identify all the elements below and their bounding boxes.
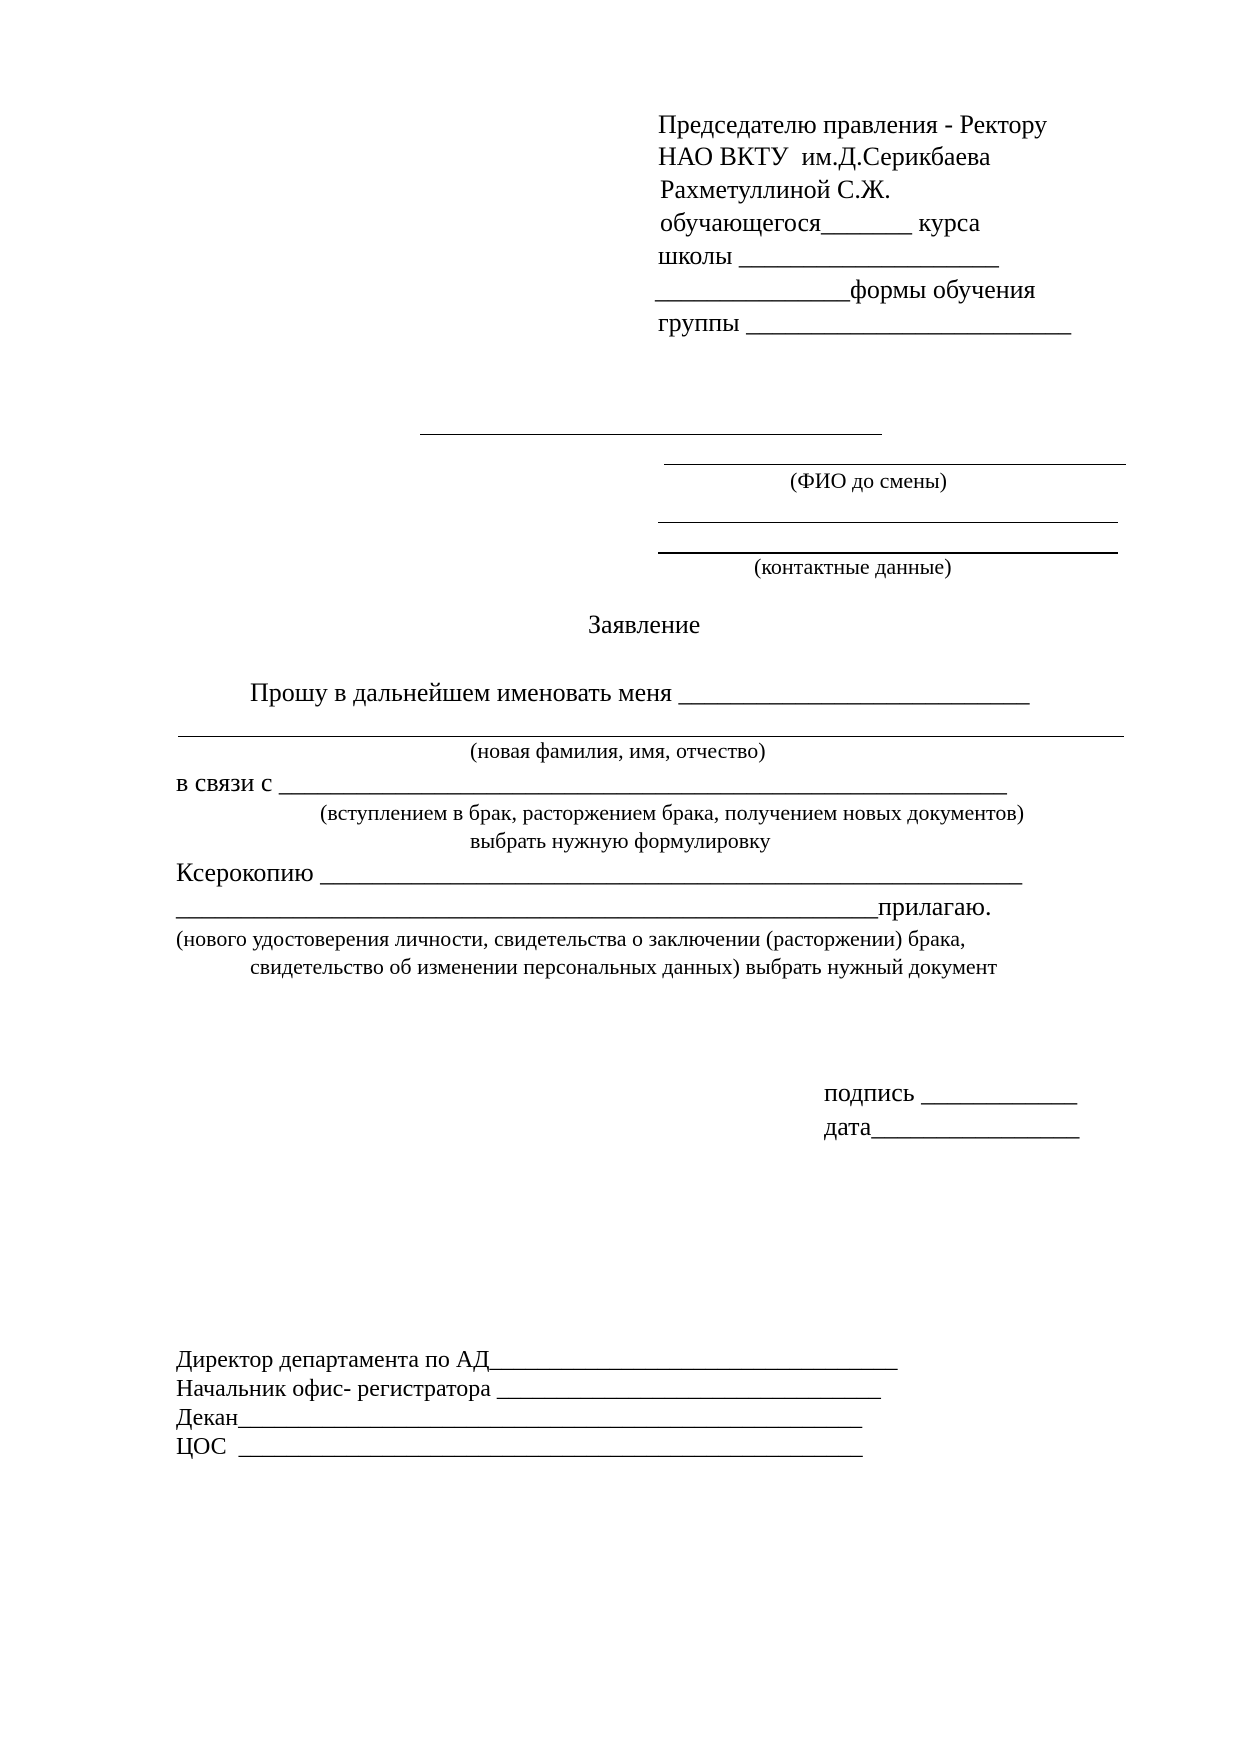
reason-line[interactable]: в связи с ________________________________________________________ — [176, 768, 1007, 797]
addressee-line-3: Рахметуллиной С.Ж. — [660, 175, 891, 204]
course-field[interactable]: обучающегося_______ курса — [660, 208, 981, 237]
copy-caption-1: (нового удостоверения личности, свидетельства о заключении (расторжении) брака, — [176, 926, 966, 951]
approval-director[interactable]: Директор департамента по АД__________________________________ — [176, 1347, 898, 1373]
name-blank-rule[interactable] — [420, 434, 882, 435]
study-form-field[interactable]: _______________формы обучения — [655, 275, 1036, 304]
new-name-caption: (новая фамилия, имя, отчество) — [470, 738, 766, 763]
approval-cos[interactable]: ЦОС ____________________________________________________ — [176, 1434, 863, 1460]
group-field[interactable]: группы _________________________ — [658, 308, 1072, 337]
new-name-blank-rule[interactable] — [178, 736, 1124, 737]
signature-field[interactable]: подпись ____________ — [824, 1078, 1078, 1107]
fio-before-caption: (ФИО до смены) — [790, 468, 948, 493]
contact-blank-rule-1[interactable] — [658, 522, 1118, 523]
date-field[interactable]: дата________________ — [824, 1112, 1080, 1141]
addressee-line-1: Председателю правления - Ректору — [658, 110, 1048, 139]
copy-line-2[interactable]: ______________________________________________________прилагаю. — [176, 892, 992, 921]
reason-caption-2: выбрать нужную формулировку — [470, 828, 771, 853]
contact-caption: (контактные данные) — [754, 554, 952, 579]
copy-line-1[interactable]: Ксерокопию ______________________________________________________ — [176, 858, 1023, 887]
addressee-line-2: НАО ВКТУ им.Д.Серикбаева — [658, 142, 991, 171]
document-title: Заявление — [588, 610, 701, 639]
school-field[interactable]: школы ____________________ — [658, 241, 999, 270]
approval-registrar[interactable]: Начальник офис- регистратора ________________________________ — [176, 1376, 881, 1402]
request-line[interactable]: Прошу в дальнейшем именовать меня ___________________________ — [250, 678, 1030, 707]
copy-caption-2: свидетельство об изменении персональных данных) выбрать нужный документ — [250, 954, 998, 979]
fio-before-blank-rule[interactable] — [664, 464, 1126, 465]
approval-dean[interactable]: Декан____________________________________________________ — [176, 1405, 863, 1431]
reason-caption-1: (вступлением в брак, расторжением брака, получением новых документов) — [320, 800, 1025, 825]
